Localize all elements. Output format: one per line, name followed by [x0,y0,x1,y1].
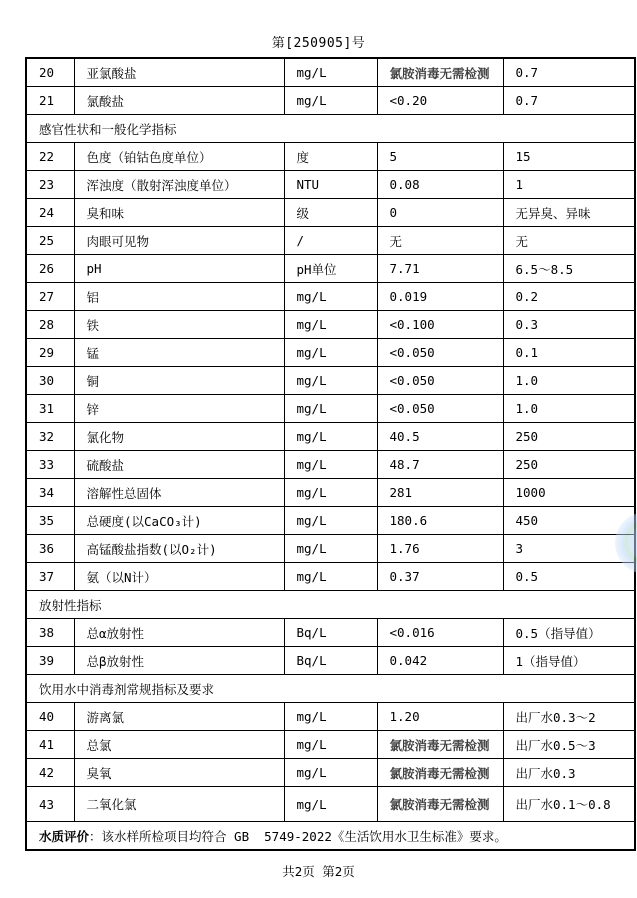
item-limit: 出厂水0.3～2 [503,703,635,731]
row-number: 27 [26,283,74,311]
item-unit: mg/L [284,731,377,759]
item-result: 氯胺消毒无需检测 [377,759,503,787]
item-name: 总β放射性 [74,647,284,675]
item-unit: Bq/L [284,647,377,675]
item-limit: 250 [503,451,635,479]
item-limit: 0.7 [503,87,635,115]
evaluation-label: 水质评价 [39,828,90,844]
item-limit: 1.0 [503,367,635,395]
section-row [26,115,635,143]
item-name: 总硬度(以CaCO₃计) [74,507,284,535]
table-row [26,787,635,822]
item-name: 铝 [74,283,284,311]
row-number: 43 [26,787,74,822]
row-number: 34 [26,479,74,507]
item-name: 臭氧 [74,759,284,787]
item-name: 臭和味 [74,199,284,227]
item-unit: mg/L [284,563,377,591]
item-result: 氯胺消毒无需检测 [377,58,503,87]
item-name: pH [74,255,284,283]
item-result: <0.050 [377,395,503,423]
item-result: 48.7 [377,451,503,479]
row-number: 37 [26,563,74,591]
results-table [25,57,636,851]
item-limit: 无 [503,227,635,255]
row-number: 23 [26,171,74,199]
item-limit: 0.3 [503,311,635,339]
item-limit: 出厂水0.3 [503,759,635,787]
section-header: 放射性指标 [26,591,635,619]
table-row [26,58,635,87]
item-name: 浑浊度（散射浑浊度单位） [74,171,284,199]
item-name: 色度（铂钴色度单位） [74,143,284,171]
results-table-body [26,58,635,850]
table-row [26,759,635,787]
item-unit: mg/L [284,395,377,423]
item-limit: 0.2 [503,283,635,311]
item-name: 肉眼可见物 [74,227,284,255]
item-unit: / [284,227,377,255]
section-header: 饮用水中消毒剂常规指标及要求 [26,675,635,703]
item-limit: 1（指导值） [503,647,635,675]
item-limit: 0.7 [503,58,635,87]
row-number: 32 [26,423,74,451]
item-unit: mg/L [284,703,377,731]
item-unit: mg/L [284,423,377,451]
section-row [26,675,635,703]
table-row [26,731,635,759]
item-limit: 0.1 [503,339,635,367]
row-number: 41 [26,731,74,759]
item-result: 7.71 [377,255,503,283]
evaluation-cell [26,822,635,851]
table-row [26,199,635,227]
item-unit: mg/L [284,535,377,563]
table-row [26,367,635,395]
item-result: 5 [377,143,503,171]
row-number: 38 [26,619,74,647]
evaluation-text: ：该水样所检项目均符合 GB 5749-2022《生活饮用水卫生标准》要求。 [89,828,507,844]
item-name: 锌 [74,395,284,423]
item-limit: 0.5（指导值） [503,619,635,647]
item-name: 总α放射性 [74,619,284,647]
item-unit: Bq/L [284,619,377,647]
item-result: <0.050 [377,339,503,367]
item-name: 铜 [74,367,284,395]
item-result: <0.100 [377,311,503,339]
evaluation-row [26,822,635,851]
item-name: 锰 [74,339,284,367]
row-number: 29 [26,339,74,367]
item-result: 氯胺消毒无需检测 [377,787,503,822]
row-number: 42 [26,759,74,787]
item-limit: 0.5 [503,563,635,591]
item-unit: mg/L [284,507,377,535]
item-result: 氯胺消毒无需检测 [377,731,503,759]
item-result: 0.019 [377,283,503,311]
item-result: 1.20 [377,703,503,731]
item-name: 总氯 [74,731,284,759]
table-row [26,339,635,367]
item-result: 0 [377,199,503,227]
item-unit: mg/L [284,283,377,311]
table-row [26,227,635,255]
item-name: 氨（以N计） [74,563,284,591]
table-row [26,87,635,115]
item-limit: 无异臭、异味 [503,199,635,227]
item-unit: mg/L [284,311,377,339]
item-unit: mg/L [284,787,377,822]
item-limit: 出厂水0.5～3 [503,731,635,759]
item-result: <0.016 [377,619,503,647]
item-limit: 15 [503,143,635,171]
item-limit: 出厂水0.1～0.8 [503,787,635,822]
item-name: 铁 [74,311,284,339]
item-name: 氯化物 [74,423,284,451]
item-result: 1.76 [377,535,503,563]
table-row [26,703,635,731]
item-unit: mg/L [284,479,377,507]
table-row [26,479,635,507]
item-unit: mg/L [284,451,377,479]
row-number: 40 [26,703,74,731]
item-result: 无 [377,227,503,255]
table-row [26,535,635,563]
item-name: 氯酸盐 [74,87,284,115]
item-result: 0.042 [377,647,503,675]
item-name: 二氧化氯 [74,787,284,822]
item-unit: NTU [284,171,377,199]
item-unit: mg/L [284,58,377,87]
row-number: 28 [26,311,74,339]
item-name: 高锰酸盐指数(以O₂计) [74,535,284,563]
item-limit: 3 [503,535,635,563]
row-number: 21 [26,87,74,115]
table-row [26,647,635,675]
row-number: 33 [26,451,74,479]
row-number: 31 [26,395,74,423]
item-limit: 1000 [503,479,635,507]
table-row [26,619,635,647]
section-header: 感官性状和一般化学指标 [26,115,635,143]
item-result: <0.20 [377,87,503,115]
item-limit: 6.5～8.5 [503,255,635,283]
item-limit: 250 [503,423,635,451]
table-row [26,451,635,479]
table-row [26,507,635,535]
item-limit: 450 [503,507,635,535]
item-result: 281 [377,479,503,507]
item-result: 0.08 [377,171,503,199]
item-result: <0.050 [377,367,503,395]
row-number: 25 [26,227,74,255]
row-number: 36 [26,535,74,563]
item-result: 40.5 [377,423,503,451]
row-number: 26 [26,255,74,283]
row-number: 35 [26,507,74,535]
item-unit: mg/L [284,339,377,367]
report-number: 第[250905]号 [271,36,366,51]
item-result: 0.37 [377,563,503,591]
item-name: 溶解性总固体 [74,479,284,507]
item-name: 游离氯 [74,703,284,731]
row-number: 30 [26,367,74,395]
item-name: 亚氯酸盐 [74,58,284,87]
table-row [26,171,635,199]
table-row [26,395,635,423]
section-row [26,591,635,619]
item-unit: mg/L [284,759,377,787]
page-footer: 共2页 第2页 [282,864,355,879]
item-result: 180.6 [377,507,503,535]
table-row [26,283,635,311]
item-name: 硫酸盐 [74,451,284,479]
item-limit: 1 [503,171,635,199]
row-number: 39 [26,647,74,675]
table-row [26,311,635,339]
item-unit: mg/L [284,87,377,115]
table-row [26,423,635,451]
table-row [26,143,635,171]
table-row [26,563,635,591]
row-number: 24 [26,199,74,227]
item-unit: 度 [284,143,377,171]
row-number: 20 [26,58,74,87]
item-unit: mg/L [284,367,377,395]
item-limit: 1.0 [503,395,635,423]
row-number: 22 [26,143,74,171]
table-row [26,255,635,283]
item-unit: 级 [284,199,377,227]
item-unit: pH单位 [284,255,377,283]
